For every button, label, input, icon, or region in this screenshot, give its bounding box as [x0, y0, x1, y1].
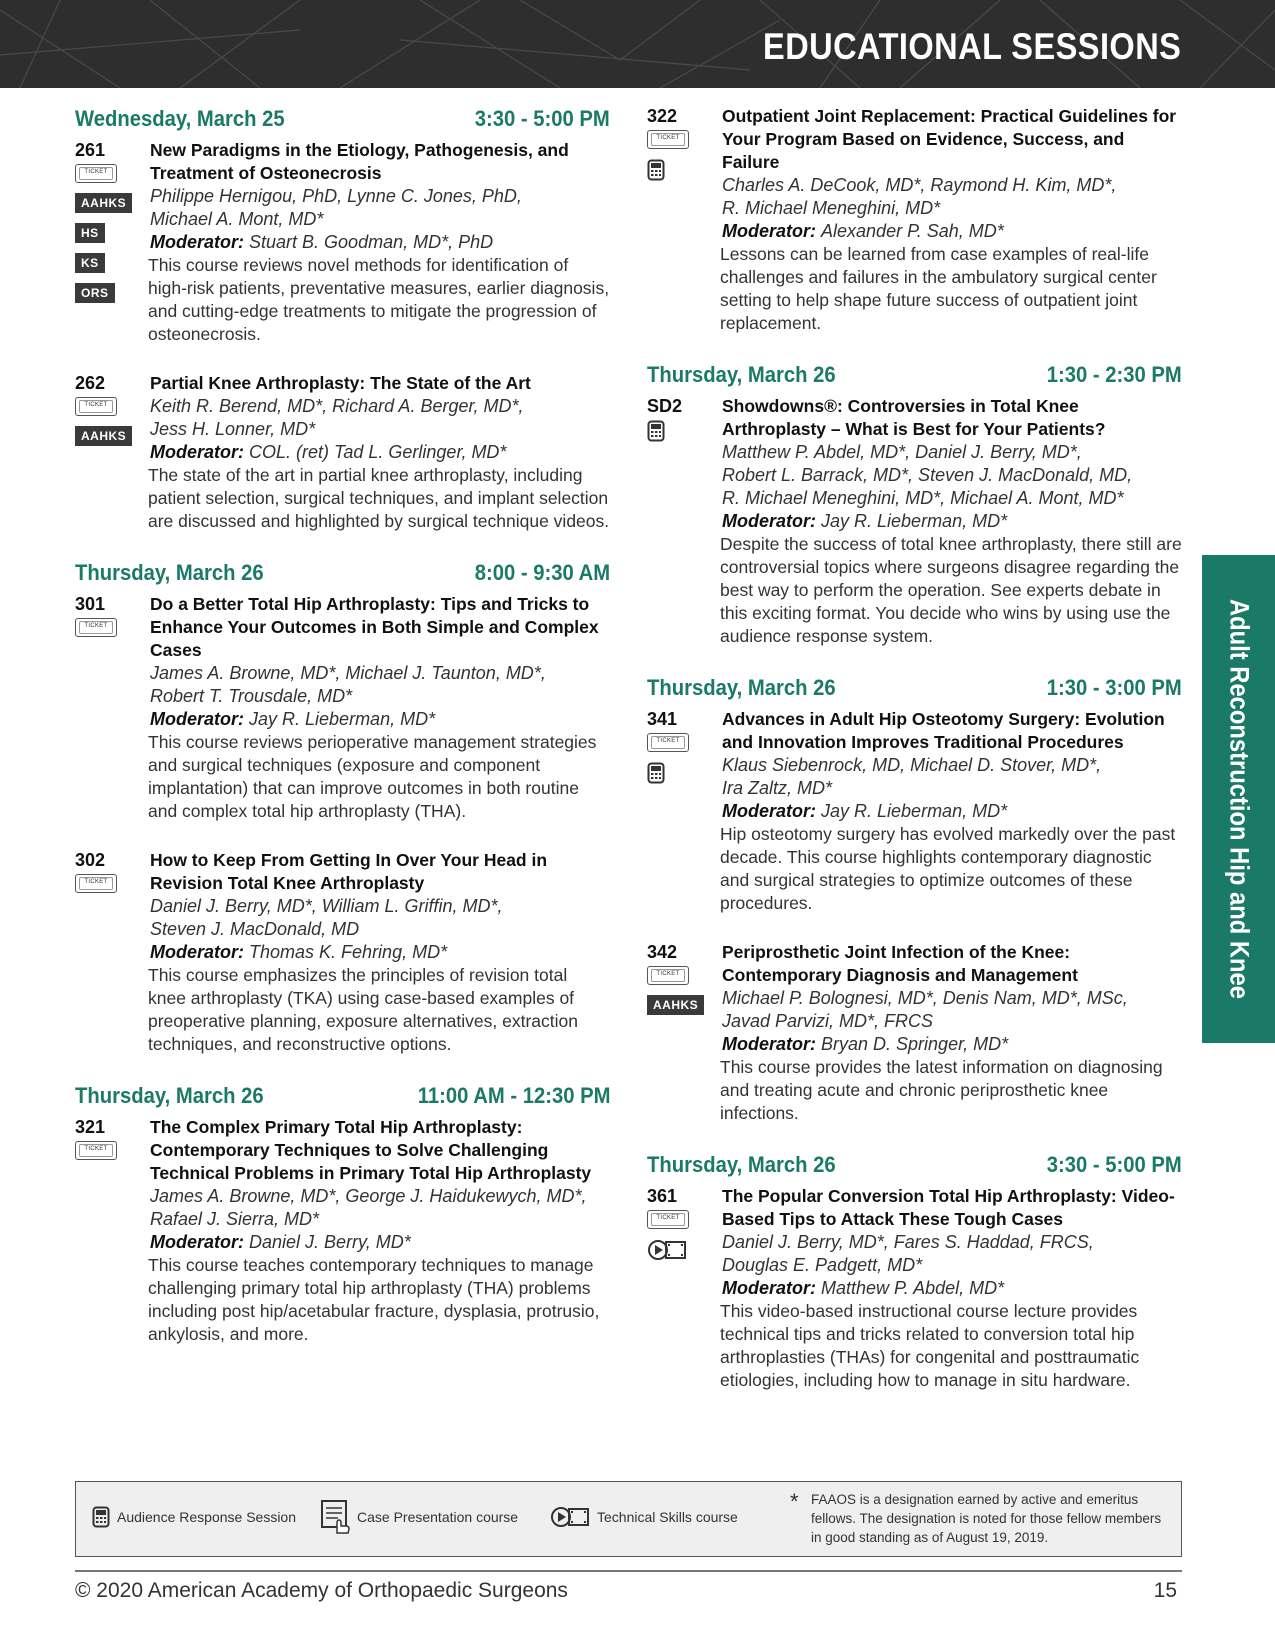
session-title: New Paradigms in the Etiology, Pathogenesis, and Treatment of Osteonecrosis [150, 140, 569, 183]
ticket-icon [647, 1210, 689, 1229]
ticket-label: TICKET [656, 738, 680, 744]
moderator-name: Bryan D. Springer, MD* [821, 1034, 1009, 1054]
session-title: How to Keep From Getting In Over Your Head in Revision Total Knee Arthroplasty [150, 850, 548, 893]
session-description: This course teaches contemporary techniques to manage challenging primary total hip arthroplasty (THA) problems including post hip/acetabular fracture, dysplasia, protrusio, ankylosis, and more. [148, 1255, 600, 1344]
moderator-label: Moderator: [150, 942, 244, 962]
moderator-label: Moderator: [150, 709, 244, 729]
session-icons [75, 397, 135, 456]
faculty-line: Steven J. MacDonald, MD [150, 919, 360, 939]
legend-note-text: FAAOS is a designation earned by active and emeritus fellows. The designation is noted for those fellow members in good standing as of August 19, 2019. [811, 1492, 1162, 1545]
moderator-line [150, 708, 610, 731]
legend-case-label: Case Presentation course [357, 1509, 519, 1525]
ticket-icon [647, 966, 689, 985]
ticket-label: TICKET [84, 879, 108, 885]
session-description: The state of the art in partial knee arthroplasty, including patient selection, surgical techniques, and implant selection are discussed and highlighted by surgical technique videos. [148, 465, 610, 531]
moderator-line [150, 1231, 610, 1254]
moderator-line [722, 510, 1182, 533]
faculty-line: Jess H. Lonner, MD* [150, 419, 316, 439]
moderator-name: Jay R. Lieberman, MD* [821, 511, 1008, 531]
left-column [75, 105, 610, 1372]
session-entry [75, 372, 610, 533]
moderator-label: Moderator: [150, 1232, 244, 1252]
faculty-line: R. Michael Meneghini, MD*, Michael A. Mont, MD* [722, 488, 1124, 508]
session-title: Do a Better Total Hip Arthroplasty: Tips and Tricks to Enhance Your Outcomes in Both Simple and Complex Cases [150, 594, 599, 660]
legend-technical-label: Technical Skills course [597, 1509, 738, 1525]
moderator-line [722, 800, 1182, 823]
day-header [647, 361, 1182, 389]
session-icons [75, 164, 135, 313]
session-entry [75, 139, 610, 346]
faculty-line: Charles A. DeCook, MD*, Raymond H. Kim, MD*, [722, 175, 1117, 195]
session-entry [647, 105, 1182, 335]
faculty-line: James A. Browne, MD*, Michael J. Taunton, MD*, [150, 663, 546, 683]
session-number: 342 [647, 942, 678, 962]
society-badge: AAHKS [647, 995, 704, 1015]
session-entry [647, 395, 1182, 648]
faculty-line: R. Michael Meneghini, MD* [722, 198, 941, 218]
session-description: This course reviews novel methods for identification of high-risk patients, preventative measures, earlier diagnosis, and cutting-edge treatments to mitigate the progression of osteonecrosis. [148, 255, 610, 344]
ticket-label: TICKET [84, 402, 108, 408]
day-date: Wednesday, March 25 [75, 106, 285, 131]
session-description: Lessons can be learned from case examples of real-life challenges and failures in the ambulatory surgical center setting to help shape future success of outpatient joint replacement. [720, 244, 1157, 333]
faculty-line: Matthew P. Abdel, MD*, Daniel J. Berry, MD*, [722, 442, 1082, 462]
audience-response-icon [647, 762, 707, 789]
society-badge: AAHKS [75, 426, 132, 446]
day-time: 3:30 - 5:00 PM [475, 106, 610, 131]
session-title: Partial Knee Arthroplasty: The State of the Art [150, 373, 531, 393]
day-time: 1:30 - 3:00 PM [1047, 675, 1182, 700]
audience-response-icon [647, 159, 707, 186]
moderator-label: Moderator: [722, 1278, 816, 1298]
session-number: 341 [647, 709, 678, 729]
ticket-icon [75, 874, 117, 893]
legend-case [320, 1499, 518, 1535]
legend-audience [92, 1506, 296, 1528]
moderator-name: Thomas K. Fehring, MD* [249, 942, 448, 962]
day-time: 11:00 AM - 12:30 PM [417, 1083, 610, 1108]
faculty-line: Philippe Hernigou, PhD, Lynne C. Jones, PhD, [150, 186, 522, 206]
ticket-icon [75, 164, 117, 183]
session-icons [75, 618, 135, 647]
faculty-line: Daniel J. Berry, MD*, William L. Griffin, MD*, [150, 896, 503, 916]
faculty-line: Robert L. Barrack, MD*, Steven J. MacDonald, MD, [722, 465, 1133, 485]
faculty-line: Robert T. Trousdale, MD* [150, 686, 353, 706]
technical-skills-icon [550, 1506, 590, 1528]
day-header [75, 1082, 610, 1110]
society-badge: KS [75, 253, 105, 273]
faculty-line: Daniel J. Berry, MD*, Fares S. Haddad, FRCS, [722, 1232, 1094, 1252]
session-icons [75, 874, 135, 903]
moderator-label: Moderator: [722, 511, 816, 531]
session-entry [647, 1185, 1182, 1392]
faculty-line: Ira Zaltz, MD* [722, 778, 833, 798]
faculty-line: James A. Browne, MD*, George J. Haidukewych, MD*, [150, 1186, 587, 1206]
session-description: This course provides the latest information on diagnosing and treating acute and chronic periprosthetic knee infections. [720, 1057, 1163, 1123]
session-number: 321 [75, 1117, 106, 1137]
moderator-line [150, 441, 610, 464]
ticket-label: TICKET [84, 169, 108, 175]
audience-response-icon [647, 420, 707, 447]
moderator-line [722, 220, 1182, 243]
ticket-icon [647, 130, 689, 149]
session-description: This course reviews perioperative management strategies and surgical techniques (exposure and component implantation) that can improve outcomes in both routine and complex total hip arthroplasty (THA). [148, 732, 597, 821]
session-title: Showdowns®: Controversies in Total Knee Arthroplasty – What is Best for Your Patients? [722, 396, 1106, 439]
moderator-label: Moderator: [150, 232, 244, 252]
moderator-name: Daniel J. Berry, MD* [249, 1232, 411, 1252]
session-number: 302 [75, 850, 106, 870]
ticket-icon [75, 397, 117, 416]
page-header [0, 0, 1275, 88]
day-time: 8:00 - 9:30 AM [474, 560, 610, 585]
society-badge: AAHKS [75, 193, 132, 213]
faculty-line: Klaus Siebenrock, MD, Michael D. Stover, MD*, [722, 755, 1102, 775]
footer-copyright: © 2020 American Academy of Orthopaedic Surgeons [75, 1579, 568, 1602]
ticket-label: TICKET [656, 971, 680, 977]
legend-note [786, 1490, 1171, 1547]
session-icons [647, 733, 707, 799]
day-date: Thursday, March 26 [75, 560, 264, 585]
moderator-label: Moderator: [722, 221, 816, 241]
session-number: 301 [75, 594, 106, 614]
moderator-line [150, 941, 610, 964]
session-title: Periprosthetic Joint Infection of the Knee: Contemporary Diagnosis and Management [722, 942, 1078, 985]
session-title: Outpatient Joint Replacement: Practical Guidelines for Your Program Based on Evidence, Success, and Failure [722, 106, 1177, 172]
moderator-label: Moderator: [722, 801, 816, 821]
page-number: 15 [1153, 1579, 1177, 1602]
technical-skills-icon [647, 1239, 707, 1266]
session-entry [647, 941, 1182, 1125]
moderator-name: Stuart B. Goodman, MD*, PhD [249, 232, 494, 252]
session-title: Advances in Adult Hip Osteotomy Surgery: Evolution and Innovation Improves Traditional Procedures [722, 709, 1165, 752]
moderator-line [722, 1033, 1182, 1056]
moderator-name: Jay R. Lieberman, MD* [249, 709, 436, 729]
audience-response-icon [92, 1506, 110, 1528]
session-icons [647, 966, 707, 1025]
moderator-label: Moderator: [722, 1034, 816, 1054]
session-title: The Popular Conversion Total Hip Arthroplasty: Video-Based Tips to Attack These Tough Cases [722, 1186, 1175, 1229]
session-entry [75, 1116, 610, 1346]
session-icons [647, 420, 707, 457]
session-number: 322 [647, 106, 678, 126]
moderator-name: Matthew P. Abdel, MD* [821, 1278, 1005, 1298]
day-header [647, 1151, 1182, 1179]
section-side-tab [1202, 555, 1275, 1043]
faculty-line: Javad Parvizi, MD*, FRCS [722, 1011, 934, 1031]
legend-box [75, 1481, 1182, 1557]
case-presentation-icon [320, 1499, 350, 1535]
faculty-line: Michael P. Bolognesi, MD*, Denis Nam, MD*, MSc, [722, 988, 1128, 1008]
session-icons [647, 130, 707, 196]
day-date: Thursday, March 26 [647, 675, 836, 700]
side-tab-label: Adult Reconstruction Hip and Knee [1224, 599, 1254, 999]
ticket-label: TICKET [84, 623, 108, 629]
footer-divider [75, 1570, 1182, 1572]
ticket-label: TICKET [656, 1215, 680, 1221]
moderator-line [150, 231, 610, 254]
session-entry [75, 849, 610, 1056]
session-number: SD2 [647, 396, 683, 416]
moderator-label: Moderator: [150, 442, 244, 462]
asterisk-icon: * [790, 1489, 799, 1514]
day-header [75, 559, 610, 587]
session-number: 262 [75, 373, 106, 393]
session-entry [647, 708, 1182, 915]
day-header [647, 674, 1182, 702]
day-time: 1:30 - 2:30 PM [1047, 362, 1182, 387]
session-title: The Complex Primary Total Hip Arthroplasty: Contemporary Techniques to Solve Challenging Technical Problems in Primary Total Hip Arthroplasty [150, 1117, 592, 1183]
day-header [75, 105, 610, 133]
ticket-icon [75, 1141, 117, 1160]
society-badge: ORS [75, 283, 115, 303]
faculty-line: Keith R. Berend, MD*, Richard A. Berger, MD*, [150, 396, 524, 416]
session-description: Despite the success of total knee arthroplasty, there still are controversial topics where surgeons disagree regarding the best way to perform the operation. See experts debate in this exciting format. You decide who wins by using use the audience response system. [720, 534, 1182, 646]
day-date: Thursday, March 26 [647, 362, 836, 387]
moderator-name: COL. (ret) Tad L. Gerlinger, MD* [249, 442, 507, 462]
moderator-line [722, 1277, 1182, 1300]
legend-audience-label: Audience Response Session [117, 1509, 297, 1525]
session-number: 361 [647, 1186, 678, 1206]
session-icons [75, 1141, 135, 1170]
legend-technical [550, 1506, 738, 1528]
day-date: Thursday, March 26 [75, 1083, 264, 1108]
ticket-label: TICKET [84, 1146, 108, 1152]
ticket-label: TICKET [656, 135, 680, 141]
society-badge: HS [75, 223, 105, 243]
faculty-line: Michael A. Mont, MD* [150, 209, 324, 229]
ticket-icon [75, 618, 117, 637]
session-description: This course emphasizes the principles of revision total knee arthroplasty (TKA) using case-based examples of preoperative planning, exposure alternatives, extraction techniques, and reconstructive options. [148, 965, 578, 1054]
day-time: 3:30 - 5:00 PM [1047, 1152, 1182, 1177]
right-column [647, 105, 1182, 1418]
page-title: EDUCATIONAL SESSIONS [762, 26, 1181, 67]
day-date: Thursday, March 26 [647, 1152, 836, 1177]
session-description: This video-based instructional course lecture provides technical tips and tricks related to conversion total hip arthroplasties (THAs) for congenital and posttraumatic etiologies, including how to manage in situ hardware. [720, 1301, 1140, 1390]
session-description: Hip osteotomy surgery has evolved markedly over the past decade. This course highlights contemporary diagnostic and surgical strategies to optimize outcomes of these procedures. [720, 824, 1176, 913]
moderator-name: Jay R. Lieberman, MD* [821, 801, 1008, 821]
session-number: 261 [75, 140, 106, 160]
session-entry [75, 593, 610, 823]
ticket-icon [647, 733, 689, 752]
faculty-line: Douglas E. Padgett, MD* [722, 1255, 923, 1275]
session-icons [647, 1210, 707, 1276]
faculty-line: Rafael J. Sierra, MD* [150, 1209, 320, 1229]
moderator-name: Alexander P. Sah, MD* [821, 221, 1004, 241]
